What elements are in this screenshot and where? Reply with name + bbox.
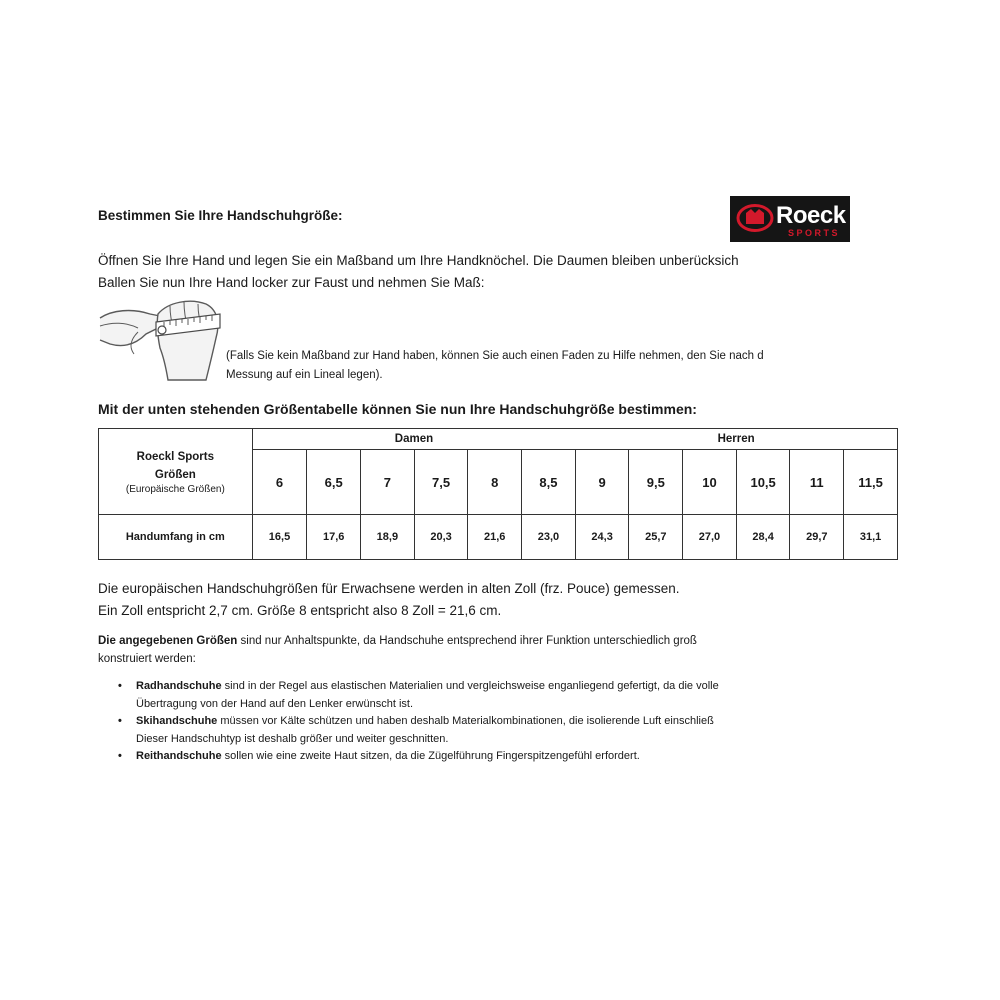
roeckl-logo <box>730 196 850 242</box>
circumference-cell: 20,3 <box>414 515 468 560</box>
size-label-line-2: Größen <box>154 469 196 481</box>
disclaimer-bold-start: Die angegebenen Größen <box>98 635 238 647</box>
size-cell: 7 <box>361 450 415 515</box>
logo-sub-text: SPORTS <box>788 228 841 238</box>
circumference-cell: 23,0 <box>522 515 576 560</box>
bullet: • <box>118 680 122 692</box>
document-content <box>98 0 883 1000</box>
intro-line-1: Öffnen Sie Ihre Hand und legen Sie ein Maßband um Ihre Handknöchel. Die Daumen bleiben unberücksich <box>98 253 739 268</box>
note-line-2: Messung auf ein Lineal legen). <box>226 369 383 381</box>
size-cell: 6 <box>252 450 307 515</box>
size-cell: 10,5 <box>736 450 790 515</box>
circumference-cell: 18,9 <box>361 515 415 560</box>
list-item <box>118 713 719 748</box>
glove-type-term: Reithandschuhe <box>136 750 222 762</box>
size-cell: 8 <box>468 450 522 515</box>
roeckl-emblem-icon <box>736 203 774 233</box>
hand-measuring-tape-icon <box>98 298 222 384</box>
inch-line-2: Ein Zoll entspricht 2,7 cm. Größe 8 entspricht also 8 Zoll = 21,6 cm. <box>98 603 502 618</box>
glove-type-term: Skihandschuhe <box>136 715 218 727</box>
logo-brand-text: Roeck <box>776 202 846 229</box>
bullet: • <box>118 715 122 727</box>
circumference-cell: 17,6 <box>307 515 361 560</box>
size-table <box>98 428 898 560</box>
circumference-label: Handumfang in cm <box>99 515 253 560</box>
group-header-row <box>99 429 898 450</box>
circumference-cell: 25,7 <box>629 515 683 560</box>
intro-line-2: Ballen Sie nun Ihre Hand locker zur Faust und nehmen Sie Maß: <box>98 275 485 290</box>
disclaimer-line-1 <box>98 632 697 650</box>
size-cell: 8,5 <box>522 450 576 515</box>
circumference-cell: 24,3 <box>575 515 629 560</box>
size-label-line-1: Roeckl Sports <box>136 451 214 463</box>
size-cell: 11,5 <box>844 450 898 515</box>
glove-type-text: sollen wie eine zweite Haut sitzen, da die Zügelführung Fingerspitzengefühl erfordert. <box>221 750 640 762</box>
inch-line-1: Die europäischen Handschuhgrößen für Erwachsene werden in alten Zoll (frz. Pouce) gemessen. <box>98 581 680 596</box>
disclaimer-line-1-rest: sind nur Anhaltspunkte, da Handschuhe entsprechend ihrer Funktion unterschiedlich groß <box>237 635 697 647</box>
glove-type-text: müssen vor Kälte schützen und haben deshalb Materialkombinationen, die isolierende Luft einschließ <box>217 715 714 727</box>
size-cell: 6,5 <box>307 450 361 515</box>
circumference-row <box>99 515 898 560</box>
size-cell: 7,5 <box>414 450 468 515</box>
inch-explanation <box>98 578 680 622</box>
size-label-cell <box>99 429 253 515</box>
circumference-cell: 27,0 <box>683 515 737 560</box>
list-item <box>118 748 719 766</box>
circumference-cell: 21,6 <box>468 515 522 560</box>
circumference-cell: 29,7 <box>790 515 844 560</box>
glove-type-continuation: Dieser Handschuhtyp ist deshalb größer und weiter geschnitten. <box>136 732 449 745</box>
size-label-line-3: (Europäische Größen) <box>125 484 225 495</box>
size-cell: 9 <box>575 450 629 515</box>
sizes-disclaimer <box>98 632 697 668</box>
bullet: • <box>118 750 122 762</box>
table-heading: Mit der unten stehenden Größentabelle können Sie nun Ihre Handschuhgröße bestimmen: <box>98 401 697 417</box>
size-cell: 9,5 <box>629 450 683 515</box>
glove-type-text: sind in der Regel aus elastischen Materialien und vergleichsweise enganliegend gefertigt, da die volle <box>221 680 719 692</box>
circumference-cell: 16,5 <box>252 515 307 560</box>
size-cell: 11 <box>790 450 844 515</box>
glove-type-list <box>118 678 719 766</box>
list-item <box>118 678 719 713</box>
glove-type-term: Radhandschuhe <box>136 680 222 692</box>
disclaimer-line-2: konstruiert werden: <box>98 653 196 665</box>
group-damen: Damen <box>252 429 575 450</box>
intro-paragraph <box>98 250 739 294</box>
group-herren: Herren <box>575 429 897 450</box>
circumference-cell: 31,1 <box>844 515 898 560</box>
size-cell: 10 <box>683 450 737 515</box>
glove-type-continuation: Übertragung von der Hand auf den Lenker erwünscht ist. <box>136 697 413 710</box>
note-line-1: (Falls Sie kein Maßband zur Hand haben, können Sie auch einen Faden zu Hilfe nehmen, den Sie nach d <box>226 350 764 362</box>
circumference-cell: 28,4 <box>736 515 790 560</box>
page-title: Bestimmen Sie Ihre Handschuhgröße: <box>98 208 343 223</box>
measurement-note <box>226 347 764 385</box>
